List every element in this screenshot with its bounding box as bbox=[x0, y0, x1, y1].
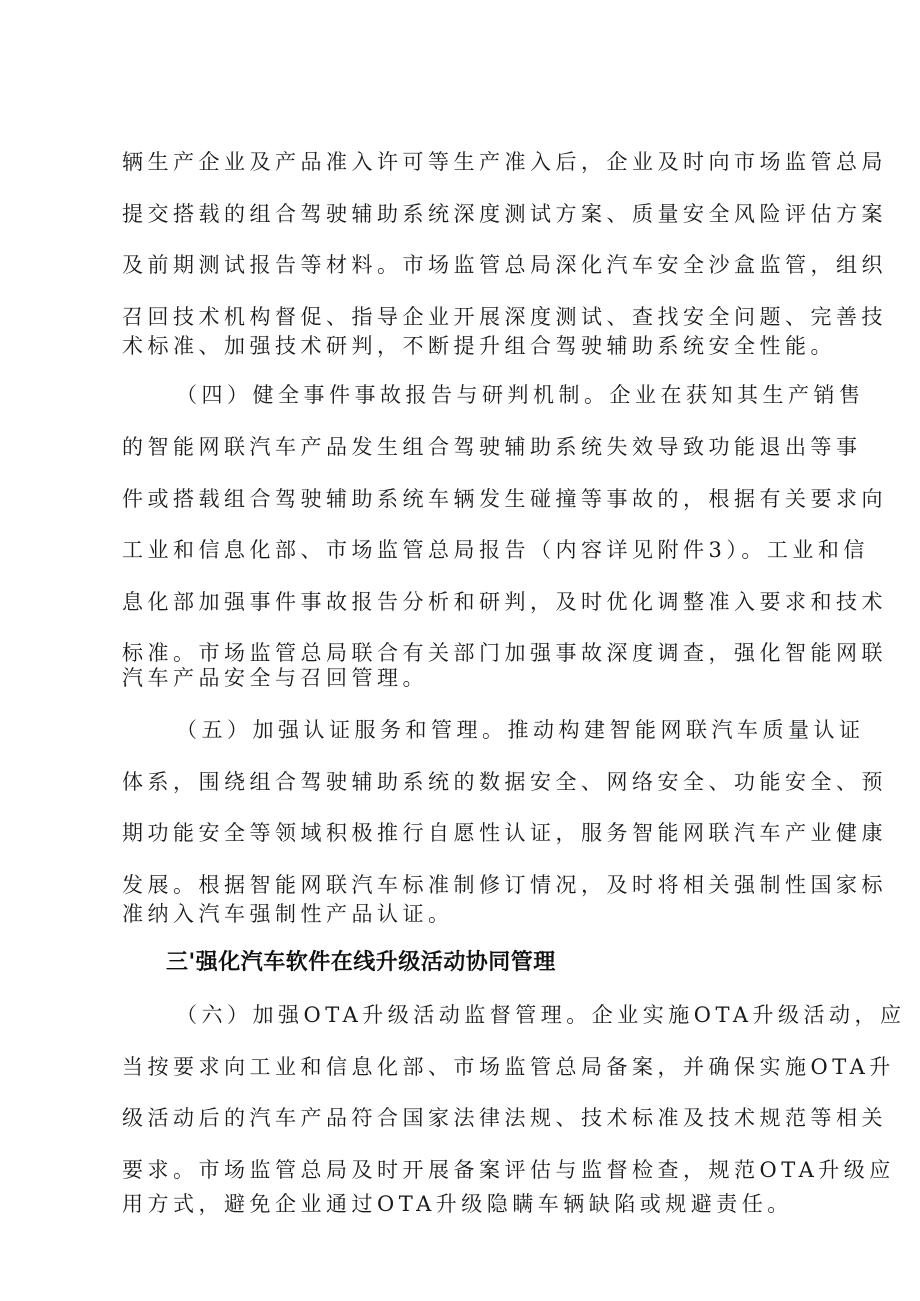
paragraph-3-line-2: 体系，围绕组合驾驶辅助系统的数据安全、网络安全、功能安全、预 bbox=[122, 770, 887, 794]
paragraph-1-line-1: 辆生产企业及产品准入许可等生产准入后，企业及时向市场监管总局 bbox=[122, 150, 887, 174]
paragraph-2-line-2: 的智能网联汽车产品发生组合驾驶辅助系统失效导致功能退出等事 bbox=[122, 435, 862, 459]
paragraph-3-line-1: （五）加强认证服务和管理。推动构建智能网联汽车质量认证 bbox=[176, 718, 865, 742]
paragraph-1-line-3: 及前期测试报告等材料。市场监管总局深化汽车安全沙盒监管，组织 bbox=[122, 253, 887, 277]
paragraph-2-line-3: 件或搭载组合驾驶辅助系统车辆发生碰撞等事故的，根据有关要求向 bbox=[122, 487, 887, 511]
paragraph-2-line-1: （四）健全事件事故报告与研判机制。企业在获知其生产销售 bbox=[176, 383, 865, 407]
paragraph-2-line-4: 工业和信息化部、市场监管总局报告（内容详见附件3）。工业和信 bbox=[122, 538, 869, 562]
paragraph-4-line-3: 级活动后的汽车产品符合国家法律法规、技术标准及技术规范等相关 bbox=[122, 1106, 887, 1130]
paragraph-2-line-5: 息化部加强事件事故报告分析和研判，及时优化调整准入要求和技术 bbox=[122, 590, 887, 614]
paragraph-1-line-4: 召回技术机构督促、指导企业开展深度测试、查找安全问题、完善技 bbox=[122, 305, 887, 329]
paragraph-1-line-5: 术标准、加强技术研判，不断提升组合驾驶辅助系统安全性能。 bbox=[122, 334, 836, 358]
paragraph-4-line-4: 要求。市场监管总局及时开展备案评估与监督检查，规范OTA升级应 bbox=[122, 1158, 895, 1182]
paragraph-4-line-5: 用方式，避免企业通过OTA升级隐瞒车辆缺陷或规避责任。 bbox=[122, 1192, 793, 1216]
section-heading: 三'强化汽车软件在线升级活动协同管理 bbox=[166, 950, 556, 975]
paragraph-4-line-1: （六）加强OTA升级活动监督管理。企业实施OTA升级活动，应 bbox=[176, 1003, 906, 1027]
paragraph-2-line-6: 标准。市场监管总局联合有关部门加强事故深度调查，强化智能网联 bbox=[122, 641, 887, 665]
paragraph-3-line-4: 发展。根据智能网联汽车标准制修订情况，及时将相关强制性国家标 bbox=[122, 873, 887, 897]
paragraph-2-line-7: 汽车产品安全与召回管理。 bbox=[122, 666, 428, 690]
paragraph-3-line-5: 准纳入汽车强制性产品认证。 bbox=[122, 902, 454, 926]
paragraph-4-line-2: 当按要求向工业和信息化部、市场监管总局备案，并确保实施OTA升 bbox=[122, 1055, 895, 1079]
paragraph-3-line-3: 期功能安全等领域积极推行自愿性认证，服务智能网联汽车产业健康 bbox=[122, 821, 887, 845]
paragraph-1-line-2: 提交搭载的组合驾驶辅助系统深度测试方案、质量安全风险评估方案 bbox=[122, 202, 887, 226]
